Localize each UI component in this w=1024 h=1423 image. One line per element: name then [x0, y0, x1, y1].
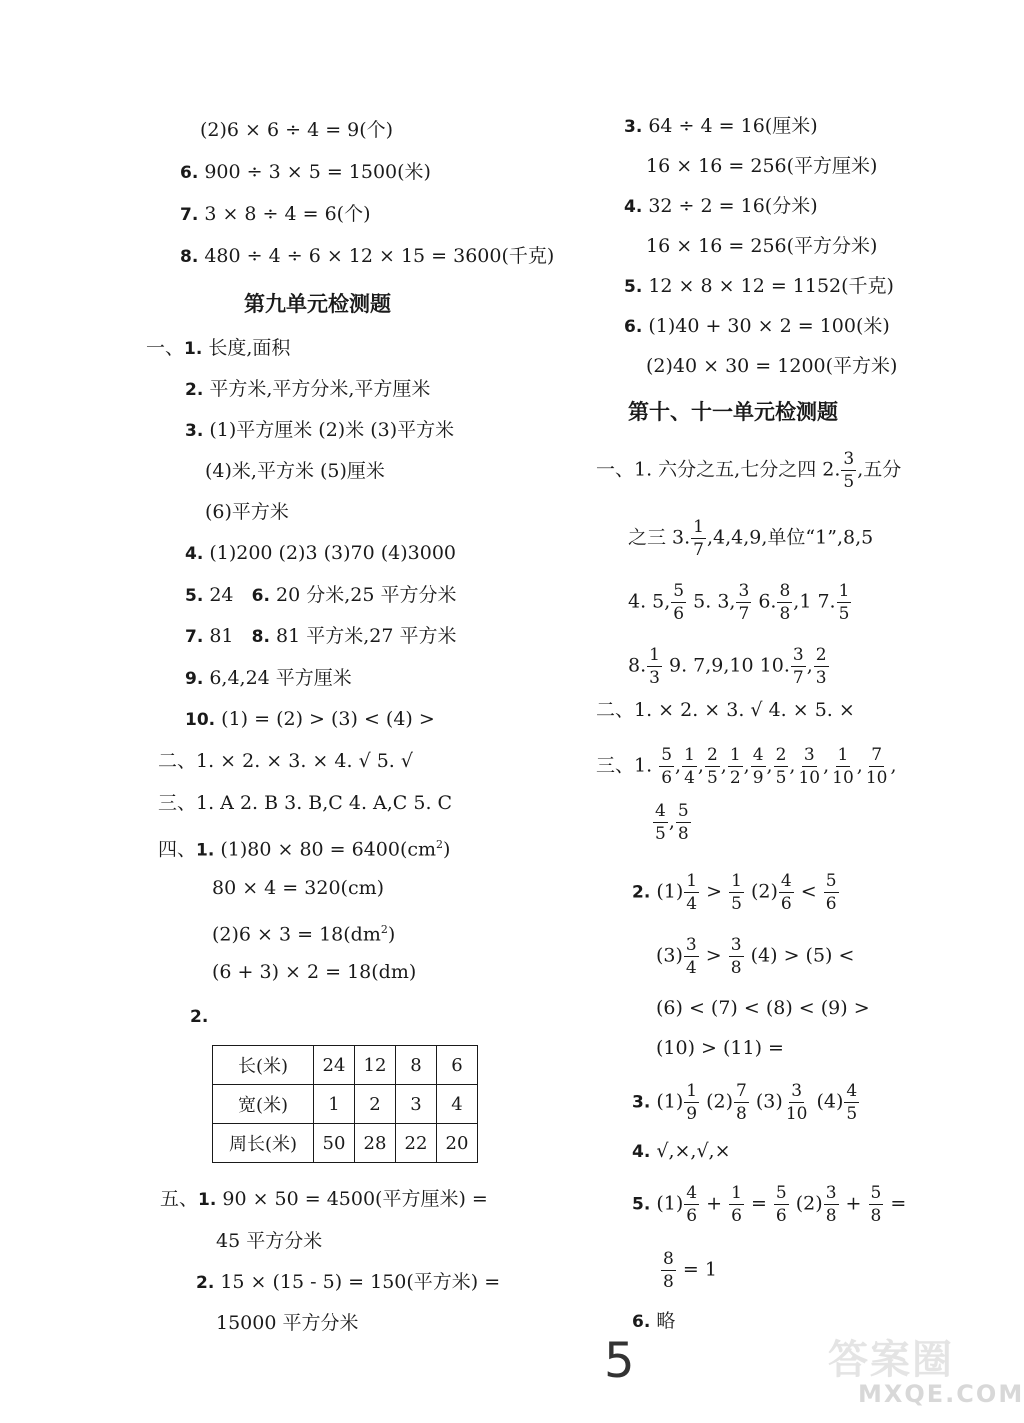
unit10-q8-10: 8. $\frac{1}{3}$ 9. 7,9,10 10. $\frac{3}{7}$ , $\frac{2}{3}$	[628, 645, 827, 688]
table-cell: 4	[437, 1085, 478, 1124]
table-cell: 50	[314, 1124, 355, 1163]
fraction: $\frac{1}{2}$	[729, 745, 741, 788]
watermark-logo	[820, 1328, 1024, 1416]
unit9-part5-q1: 五、1. 90 × 50 = 4500(平方厘米) =	[160, 1188, 488, 1210]
fraction: $\frac{4}{5}$	[655, 801, 666, 844]
left-line-3: 7. 3 × 8 ÷ 4 = 6(个)	[180, 203, 371, 225]
fraction: $\frac{5}{8}$	[870, 1183, 882, 1226]
fraction: $\frac{1}{4}$	[686, 871, 698, 914]
table-cell: 3	[396, 1085, 437, 1124]
unit9-q3: 3. (1)平方厘米 (2)米 (3)平方米	[185, 419, 455, 441]
unit10-q1-cont: 之三 3. $\frac{1}{7}$ ,4,4,9,单位“1”,8,5	[628, 517, 874, 560]
unit9-part5-q1-b: 45 平方分米	[216, 1230, 323, 1252]
fraction: $\frac{1}{7}$	[693, 517, 704, 560]
fraction: $\frac{5}{6}$	[775, 1183, 787, 1226]
table-cell: 28	[355, 1124, 396, 1163]
unit9-q5-6: 5. 24 6. 20 分米,25 平方分米	[185, 584, 457, 606]
table-cell: 6	[437, 1046, 478, 1085]
fraction: $\frac{7}{8}$	[736, 1081, 747, 1124]
right-line-3: 4. 32 ÷ 2 = 16(分米)	[624, 195, 818, 217]
fraction: $\frac{8}{8}$	[779, 581, 791, 624]
fraction: $\frac{1}{10}$	[832, 745, 854, 788]
unit10-part3-q5-b: $\frac{8}{8}$ = 1	[663, 1249, 717, 1292]
table-cell: 2	[355, 1085, 396, 1124]
unit10-q1: 一、1. 六分之五,七分之四 2. $\frac{3}{5}$ ,五分	[596, 449, 902, 492]
table-cell: 周长(米)	[213, 1124, 314, 1163]
unit9-part4-q1-b: 80 × 4 = 320(cm)	[212, 877, 385, 899]
fraction: $\frac{3}{7}$	[738, 581, 750, 624]
fraction: $\frac{5}{8}$	[677, 801, 689, 844]
left-line-2: 6. 900 ÷ 3 × 5 = 1500(米)	[180, 161, 431, 183]
fraction: $\frac{1}{5}$	[731, 871, 742, 914]
fraction: $\frac{3}{10}$	[785, 1081, 808, 1124]
table-cell: 12	[355, 1046, 396, 1085]
fraction: $\frac{2}{5}$	[706, 745, 718, 788]
unit9-q2: 2. 平方米,平方分米,平方厘米	[185, 378, 431, 400]
unit9-part4-q1-c: $(2)6 \times 3 = 18(dm^2)$	[212, 923, 396, 946]
right-line-4: 16 × 16 = 256(平方分米)	[646, 235, 878, 257]
unit10-part3-q1-cont: $\frac{4}{5}$ , $\frac{5}{8}$	[655, 801, 689, 844]
fraction: $\frac{1}{6}$	[731, 1183, 742, 1226]
fraction: $\frac{5}{6}$	[661, 745, 673, 788]
dimensions-table	[212, 1045, 478, 1163]
fraction: $\frac{3}{7}$	[792, 645, 804, 688]
table-cell: 24	[314, 1046, 355, 1085]
fraction: $\frac{4}{5}$	[846, 1081, 858, 1124]
fraction: $\frac{1}{9}$	[686, 1081, 698, 1124]
unit10-part3-q2-c: (6) < (7) < (8) < (9) >	[656, 997, 870, 1019]
fraction: $\frac{3}{4}$	[685, 935, 697, 978]
fraction: $\frac{1}{4}$	[684, 745, 695, 788]
fraction: $\frac{4}{9}$	[752, 745, 764, 788]
table-row	[213, 1085, 478, 1124]
unit9-part5-q2: 2. 15 × (15 - 5) = 150(平方米) =	[196, 1271, 501, 1293]
fraction: $\frac{5}{6}$	[673, 581, 685, 624]
watermark-text: 答案圈	[828, 1337, 954, 1383]
right-line-5: 5. 12 × 8 × 12 = 1152(千克)	[624, 275, 894, 297]
fraction: $\frac{3}{8}$	[825, 1183, 837, 1226]
fraction: $\frac{4}{6}$	[780, 871, 792, 914]
unit10-part3-q1: 三、1. $\frac{5}{6}$ , $\frac{1}{4}$ , $\frac{2}{5}$ , $\frac{1}{2}$ , $\frac{4}{9}$ , $\frac{2}{5}$ , $\frac{3}{10}$ , $\frac{1}{10}$ , $\frac{7}{10}$ ,	[596, 745, 897, 788]
left-line-4: 8. 480 ÷ 4 ÷ 6 × 12 × 15 = 3600(千克)	[180, 245, 555, 267]
fraction: $\frac{1}{5}$	[838, 581, 850, 624]
table-cell: 20	[437, 1124, 478, 1163]
fraction: $\frac{8}{8}$	[663, 1249, 674, 1292]
unit9-q10: 10. (1) = (2) > (3) < (4) >	[185, 708, 435, 730]
unit10-part3-q2-b: (3) $\frac{3}{4}$ > $\frac{3}{8}$ (4) > (5) <	[656, 935, 855, 978]
table-cell: 1	[314, 1085, 355, 1124]
right-line-6: 6. (1)40 + 30 × 2 = 100(米)	[624, 315, 890, 337]
watermark-url: MXQE.COM	[858, 1380, 1024, 1408]
unit10-part2: 二、1. × 2. × 3. √ 4. × 5. ×	[596, 699, 855, 721]
unit10-part3-q5: 5. (1) $\frac{4}{6}$ + $\frac{1}{6}$ = $\frac{5}{6}$ (2) $\frac{3}{8}$ + $\frac{5}{8}$ =	[632, 1183, 907, 1226]
table-cell: 长(米)	[213, 1046, 314, 1085]
unit9-q4: 4. (1)200 (2)3 (3)70 (4)3000	[185, 542, 456, 564]
unit9-part3: 三、1. A 2. B 3. B,C 4. A,C 5. C	[158, 792, 453, 814]
table-row	[213, 1124, 478, 1163]
fraction: $\frac{7}{10}$	[865, 745, 888, 788]
unit10-q4-7: 4. 5, $\frac{5}{6}$ 5. 3, $\frac{3}{7}$ 6. $\frac{8}{8}$ ,1 7. $\frac{1}{5}$	[628, 581, 850, 624]
unit9-part2: 二、1. × 2. × 3. × 4. √ 5. √	[158, 750, 413, 772]
unit10-part3-q3: 3. (1) $\frac{1}{9}$ (2) $\frac{7}{8}$ (3) $\frac{3}{10}$ (4) $\frac{4}{5}$	[632, 1081, 858, 1124]
unit10-part3-q4: 4. √,×,√,×	[632, 1140, 731, 1162]
right-line-2: 16 × 16 = 256(平方厘米)	[646, 155, 878, 177]
unit9-part4-q1: 四、1. $(1)80 \times 80 = 6400(cm^2)$	[158, 838, 451, 861]
unit9-heading: 第九单元检测题	[244, 292, 391, 316]
table-cell: 宽(米)	[213, 1085, 314, 1124]
fraction: $\frac{2}{3}$	[815, 645, 827, 688]
unit9-part4-q1-d: (6 + 3) × 2 = 18(dm)	[212, 961, 417, 983]
unit10-part3-q2: 2. (1) $\frac{1}{4}$ > $\frac{1}{5}$ (2) $\frac{4}{6}$ < $\frac{5}{6}$	[632, 871, 837, 914]
table-cell: 22	[396, 1124, 437, 1163]
unit10-11-heading: 第十、十一单元检测题	[628, 400, 838, 424]
right-line-7: (2)40 × 30 = 1200(平方米)	[646, 355, 898, 377]
unit9-q7-8: 7. 81 8. 81 平方米,27 平方米	[185, 625, 457, 647]
fraction: $\frac{1}{3}$	[649, 645, 660, 688]
fraction: $\frac{3}{10}$	[798, 745, 821, 788]
unit10-part3-q2-d: (10) > (11) =	[656, 1037, 784, 1059]
unit9-q3-c: (6)平方米	[205, 501, 289, 523]
unit9-q3-b: (4)米,平方米 (5)厘米	[205, 460, 385, 482]
unit9-part5-q2-b: 15000 平方分米	[216, 1312, 359, 1334]
fraction: $\frac{3}{5}$	[843, 449, 855, 492]
fraction: $\frac{4}{6}$	[686, 1183, 698, 1226]
unit9-part4-q2: 2.	[190, 1007, 209, 1027]
unit9-q1: 一、1. 长度,面积	[146, 337, 291, 359]
table-row	[213, 1046, 478, 1085]
fraction: $\frac{5}{6}$	[825, 871, 837, 914]
table-cell: 8	[396, 1046, 437, 1085]
page-number: 5	[604, 1333, 635, 1389]
unit9-q9: 9. 6,4,24 平方厘米	[185, 667, 352, 689]
fraction: $\frac{2}{5}$	[775, 745, 787, 788]
right-line-1: 3. 64 ÷ 4 = 16(厘米)	[624, 115, 818, 137]
fraction: $\frac{3}{8}$	[730, 935, 742, 978]
unit10-part3-q6: 6. 略	[632, 1310, 676, 1332]
left-line-1: (2)6 × 6 ÷ 4 = 9(个)	[200, 119, 394, 141]
